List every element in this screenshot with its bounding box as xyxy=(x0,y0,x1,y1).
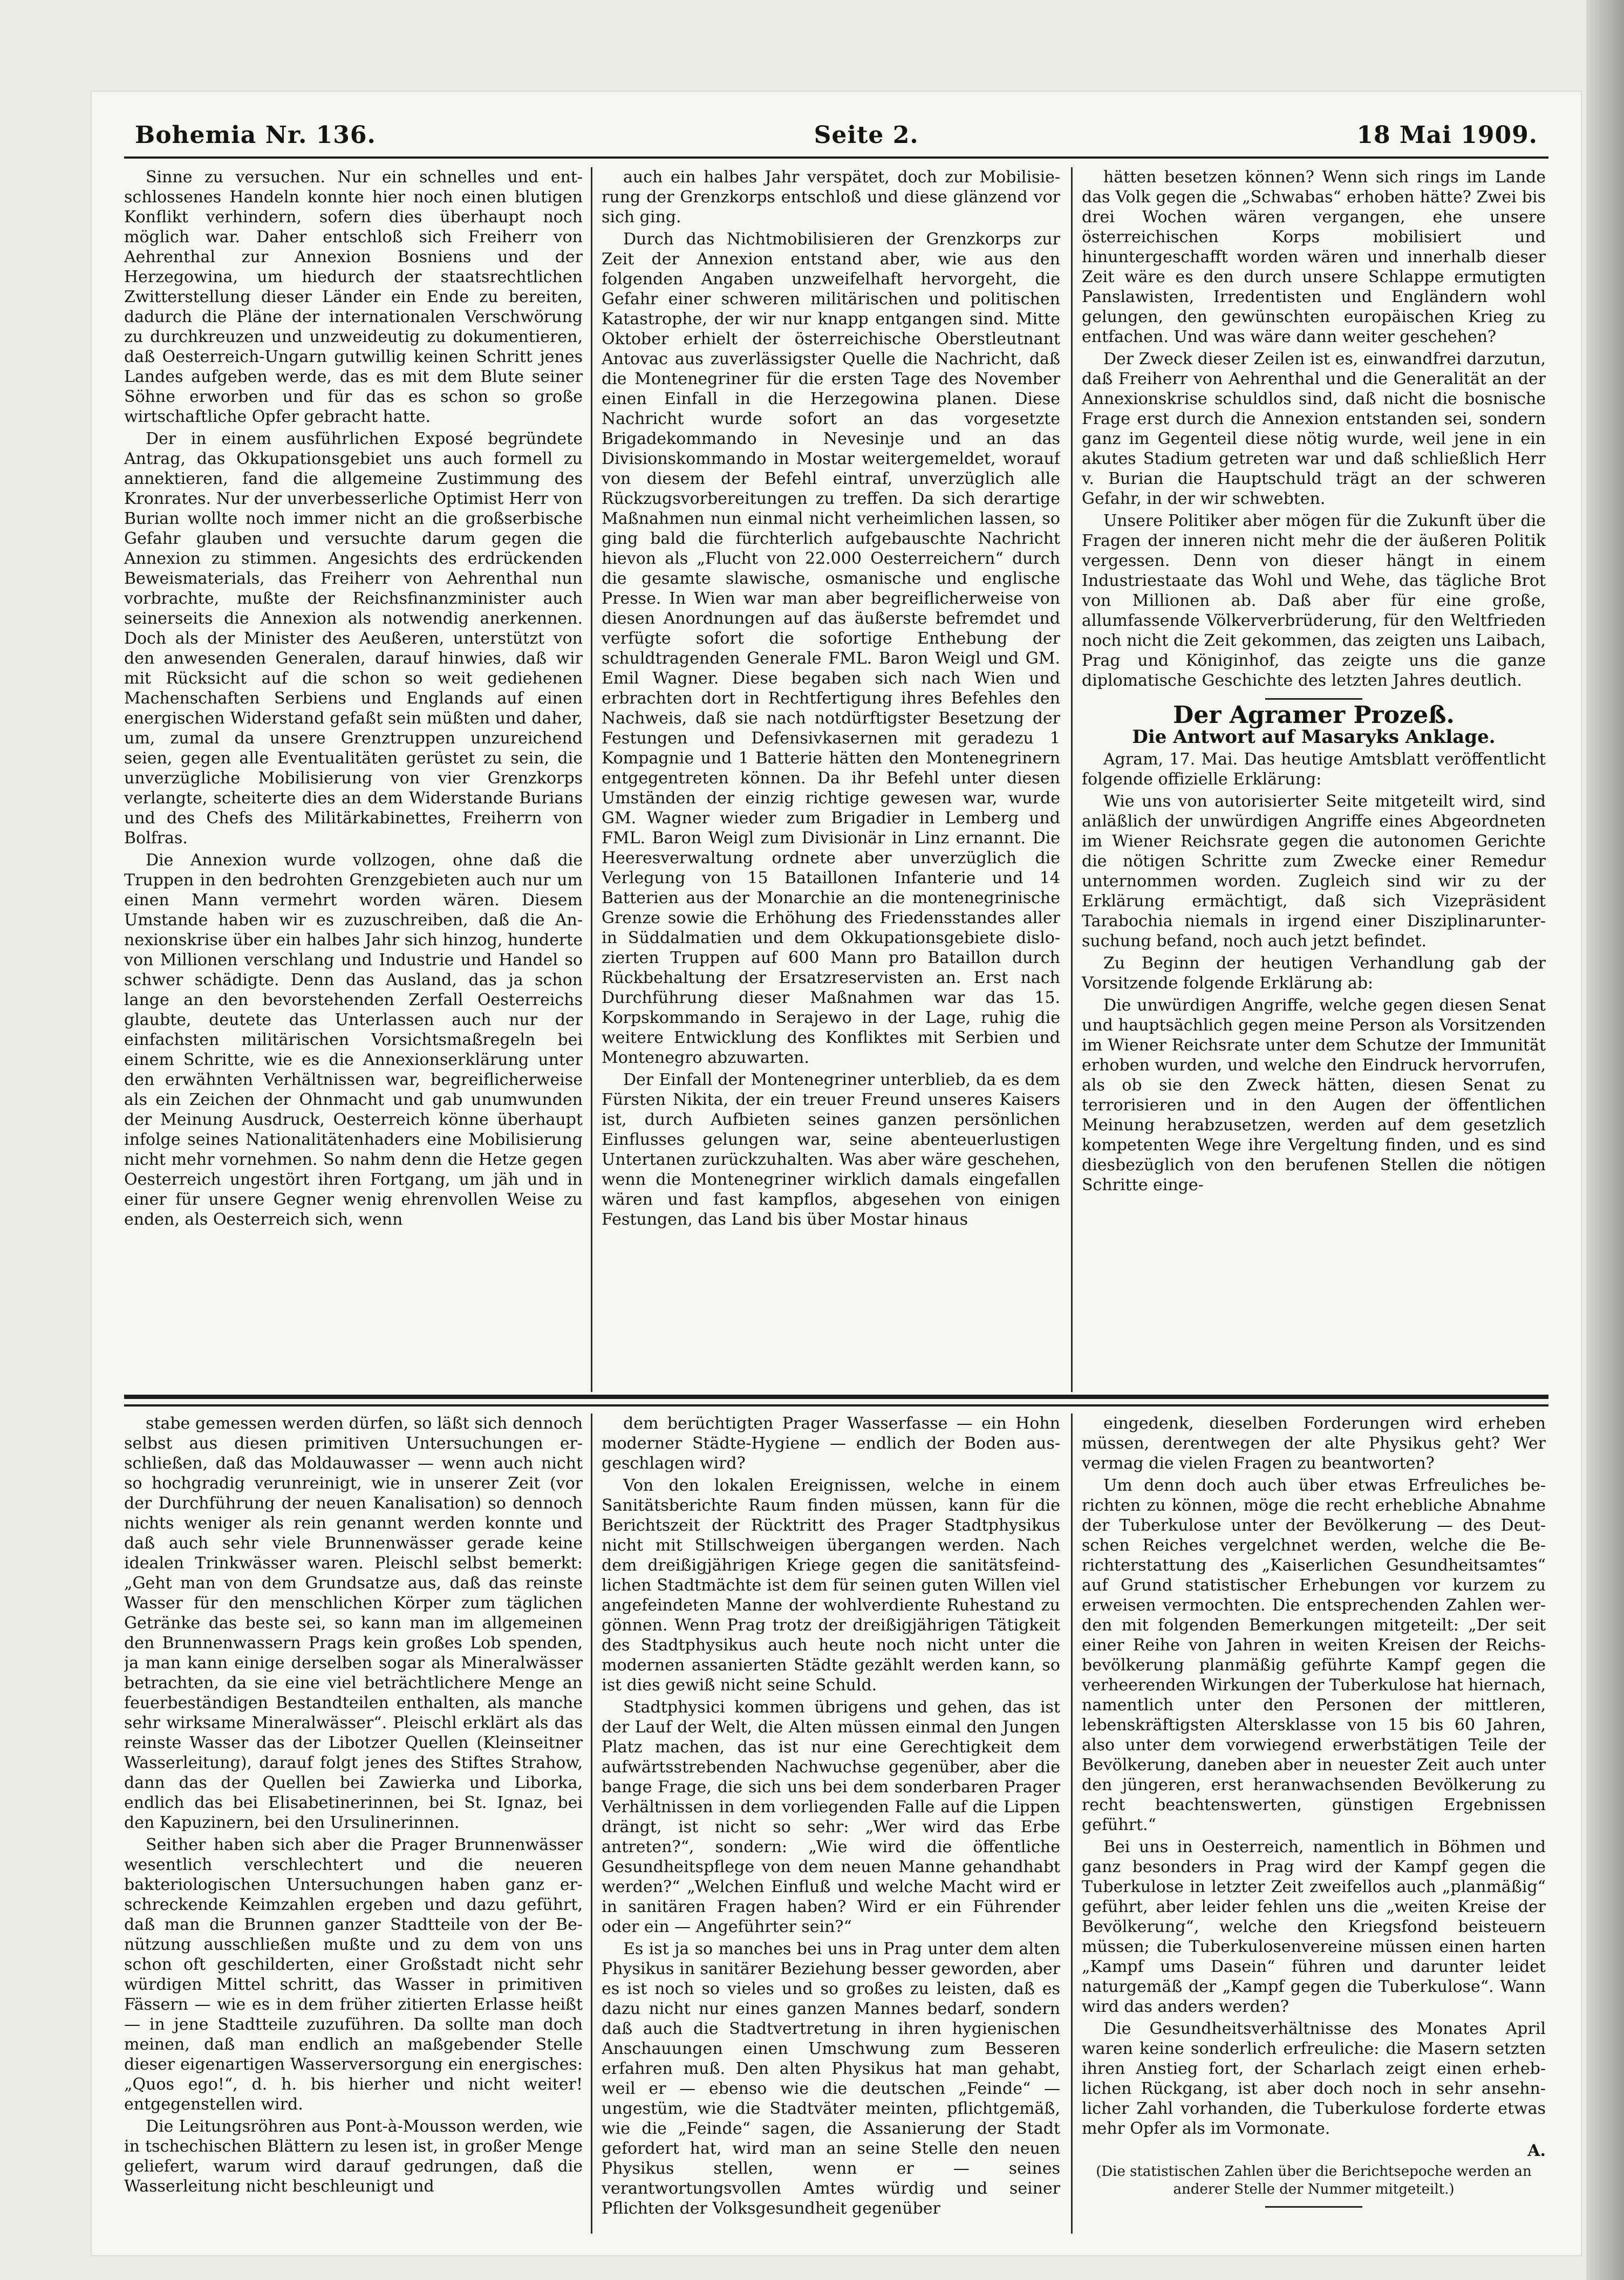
masthead-issue: Bohemia Nr. 136. xyxy=(135,121,376,149)
column-divider xyxy=(591,167,592,1392)
column-divider xyxy=(591,1414,592,2234)
column-divider xyxy=(1071,167,1073,1392)
article-subheadline: Die Antwort auf Masaryks Anklage. xyxy=(1132,726,1496,748)
paragraph: Durch das Nichtmobilisieren der Grenzkorps zur Zeit der Annexion entstand aber, wie aus den folgenden Angaben unzweifelhaft hervorgeht, die Gefahr einer schweren militärischen und politischen Katastrophe, der wir nur knapp entgangen sind. Mitte Oktober erhielt der österreichische Oberstleutnant Antovac aus zuverlässigster Quelle die Nachricht, daß die Montenegriner für die ersten Tage des November einen Einfall in die Herzegowina planen. Diese Nachricht wurde sofort an das vorgesetzte Brigadekommando in Nevesinje und an das Divisionskommando in Mostar weitergemeldet, worauf von diesem der Befehl eintraf, unverzüglich alle Rückzugsvorbereitungen zu treffen. Da sich derartige Maßnahmen nun einmal nicht verheimlichen lassen, so ging bald die fürchterlich aufgebauschte Nachricht hievon als „Flucht von 22.000 Oesterreichern“ durch die gesamte slawische, osmanische und englische Presse. In Wien war man aber begreiflicherweise von diesen Anordnungen auf das äußerste befremdet und verfügte sofort die sofortige Enthebung der schuldtragenden Generale FML. Baron Weigl und GM. Emil Wagner. Diese begaben sich nach Wien und erbrachten dort in Rechtfertigung ihres Befehles den Nachweis, daß sie nach notdürftigster Besetzung der Festungen und Defensivkasernen mit geradezu 1 Kompagnie und 1 Batterie hätten den Montenegrinern entgegentreten können. Da ihr Befehl unter diesen Umständen der einzig richtige gewesen war, wurde GM. Wagner wieder zum Brigadier in Lemberg und FML. Baron Weigl zum Divisionär in Linz ernannt. Die Heeresverwaltung ordnete aber unverzüglich die Verlegung von 15 Bataillonen Infanterie und 14 Batterien aus der Monarchie an die montenegrinische Grenze sowie die Erhöhung des Friedensstandes aller in Süddalmatien und dem Okkupationsgebiete dislozierten Truppen auf 600 Mann pro Bataillon durch Rückbehaltung der Ersatzreservisten an. Erst nach Durchführung dieser Maßnahmen war das 15. Korpskommando in Serajewo in der Lage, ruhig die weitere Entwicklung des Konfliktes mit Serbien und Montenegro abzuwarten. xyxy=(602,230,1060,1067)
paragraph: dem berüchtigten Prager Wasserfasse — ein Hohn moderner Städte-Hygiene — endlich der Boden ausgeschlagen wird? xyxy=(602,1414,1060,1473)
paragraph: Die Annexion wurde vollzogen, ohne daß die Truppen in den bedrohten Grenzgebieten auch nur um einen Mann vermehrt worden wären. Diesem Umstande haben wir es zuzuschreiben, daß die Annexionskrise über ein halbes Jahr sich hinzog, hunderte von Millionen verschlang und Industrie und Handel so schwer schädigte. Denn das Ausland, das ja schon lange an den bevorstehenden Zerfall Oesterreichs glaubte, deutete das Unterlassen auch nur der einfachsten militärischen Vorsichtsmaßregeln bei einem Schritte, wie es die Annexionserklärung unter den erwähnten Verhältnissen war, begreiflicherweise als ein Zeichen der Ohnmacht und gab unumwunden der Meinung Ausdruck, Oesterreich könne überhaupt infolge seines Nationalitätenhaders eine Mobilisierung nicht mehr vornehmen. So nahm denn die Hetze gegen Oesterreich ungestört ihren Fortgang, um jäh und in einer für unsere Gegner wenig ehrenvollen Weise zu enden, als Oesterreich sich, wenn xyxy=(124,851,583,1229)
feuilleton-separator xyxy=(124,1395,1548,1407)
editorial-note: (Die statistischen Zahlen über die Berichtsepoche werden an anderer Stelle der Nummer mitgeteilt.) xyxy=(1096,2163,1532,2197)
paragraph: Die Gesundheitsverhältnisse des Monates April waren keine sonderlich erfreuliche: die Masern setzten ihren Anstieg fort, der Scharlach zeigt einen erheblichen Rückgang, ist aber doch noch in sehr ansehnlicher Zahl vorhanden, die Tuberkulose forderte etwas mehr Opfer als im Vormonate. xyxy=(1082,2019,1546,2138)
paragraph: Unsere Politiker aber mögen für die Zukunft über die Fragen der inneren nicht mehr die der äußeren Politik vergessen. Denn von dieser hängt in einem Industriestaate das Wohl und Wehe, das tägliche Brot von Millionen ab. Daß aber für eine große, allumfassende Völkerverbrüderung, für den Weltfrieden noch nicht die Zeit gekommen, das zeigten uns Laibach, Prag und Königinhof, das zeigte uns die ganze diplomatische Geschichte des letzten Jahres deutlich. xyxy=(1082,511,1546,690)
paragraph: Es ist ja so manches bei uns in Prag unter dem alten Physikus in sanitärer Beziehung besser geworden, aber es ist noch so vieles und so großes zu leisten, daß es dazu nicht nur eines ganzen Mannes bedarf, sondern daß auch die Stadtvertretung in ihren hygienischen Anschauungen einen Umschwung zum Besseren erfahren muß. Den alten Physikus hat man gehabt, weil er — ebenso wie die deutschen „Feinde“ — ungestüm, wie die Stadtväter meinten, pflichtgemäß, wie die „Feinde“ sagen, die Assanierung der Stadt gefordert hat, wird man an seine Stelle den neuen Physikus stellen, wenn er — seines verantwortungsvollen Amtes würdig und seiner Pflichten der Volksgesundheit gegenüber xyxy=(602,1940,1060,2218)
paragraph: Um denn doch auch über etwas Erfreuliches berichten zu können, möge die recht erhebliche Abnahme der Tuberkulose unter der Bevölkerung — des Deutschen Reiches vergelchnet werden, welche die Berichterstattung des „Kaiserlichen Gesundheitsamtes“ auf Grund statistischer Erhebungen vor kurzem zu erweisen vermochten. Die entsprechenden Zahlen werden mit folgenden Bemerkungen mitgeteilt: „Der seit einer Reihe von Jahren in weiten Kreisen der Reichsbevölkerung planmäßig geführte Kampf gegen die verheerenden Wirkungen der Tuberkulose hat hiernach, namentlich unter den Personen der mittleren, lebenskräftigsten Altersklasse von 15 bis 60 Jahren, also unter dem vorwiegend erwerbstätigen Teile der Bevölkerung, daneben aber in neuester Zeit auch unter den jüngeren, erst heranwachsenden Bevölkerung zu recht beachtenswerten, günstigen Ergebnissen geführt.“ xyxy=(1082,1476,1546,1834)
binding-shadow xyxy=(1586,0,1624,2280)
paragraph: Zu Beginn der heutigen Verhandlung gab der Vorsitzende folgende Erklärung ab: xyxy=(1082,954,1546,993)
author-signature: A. xyxy=(1527,2141,1546,2160)
paragraph: stabe gemessen werden dürfen, so läßt sich dennoch selbst aus diesen primitiven Untersuchungen erschließen, daß das Moldauwasser — wenn auch nicht so hochgradig verunreinigt, wie in unserer Zeit (vor der Durchführung der neuen Kanalisation) so dennoch nichts weniger als rein genannt werden konnte und daß auch sehr viele Brunnenwässer gerade keine idealen Trinkwässer waren. Pleischl selbst bemerkt: „Geht man von dem Grundsatze aus, daß das reinste Wasser für den menschlichen Körper zum täglichen Getränke das beste sei, so kann man im allgemeinen den Brunnenwassern Prags kein großes Lob spenden, ja man kann einige derselben sogar als Mineralwässer betrachten, da sie eine viel beträchtlichere Menge an feuerbeständigen Bestandteilen enthalten, als manche sehr wirksame Mineralwässer“. Pleischl erklärt als das reinste Wasser das der Libotzer Quellen (Kleinseitner Wasserleitung), darauf folgt jenes des Stiftes Strahow, dann das der Quellen bei Zawierka und Liborka, endlich das bei Elisabetinerinnen, bei St. Ignaz, bei den Kapuzinern, bei den Ursulinerinnen. xyxy=(124,1414,583,1832)
article-headline: Der Agramer Prozeß. xyxy=(1173,701,1455,729)
newspaper-page xyxy=(92,92,1581,2255)
paragraph: eingedenk, dieselben Forderungen wird erheben müssen, derentwegen der alte Physikus geht? Wer vermag die vielen Fragen zu beantworten? xyxy=(1082,1414,1546,1473)
section-rule xyxy=(1265,698,1362,700)
paragraph: Sinne zu versuchen. Nur ein schnelles und entschlossenes Handeln konnte hier noch einen blutigen Konflikt verhindern, sofern dies überhaupt noch möglich war. Daher entschloß sich Freiherr von Aehrenthal zur Annexion Bosniens und der Herzegowina, um hiedurch der staatsrechtlichen Zwitterstellung dieser Länder ein Ende zu bereiten, dadurch die Pläne der internationalen Verschwörung zu durchkreuzen und unzweideutig zu dokumentieren, daß Oesterreich-Ungarn gutwillig keinen Schritt jenes Landes aufgeben werde, das es mit dem Blute seiner Söhne erworben und für das es schon so große wirtschaftliche Opfer gebracht hatte. xyxy=(124,168,583,426)
paragraph: Wie uns von autorisierter Seite mitgeteilt wird, sind anläßlich der unwürdigen Angriffe eines Abgeordneten im Wiener Reichsrate gegen die autonomen Gerichte die nötigen Schritte zum Zwecke einer Remedur unternommen worden. Zugleich sind wir zu der Erklärung ermächtigt, daß sich Vizepräsident Tarabochia niemals in irgend einer Disziplinaruntersuchung befand, noch auch jetzt befindet. xyxy=(1082,792,1546,951)
lower-column-2 xyxy=(602,1414,1060,2234)
upper-column-3 xyxy=(1082,167,1546,1392)
page-header xyxy=(135,113,1538,156)
paragraph: Der Zweck dieser Zeilen ist es, einwandfrei darzutun, daß Freiherr von Aehrenthal und die Generalität an der Annexionskrise schuldlos sind, daß nicht die bosnische Frage erst durch die Annexion entstanden sei, sondern ganz im Gegenteil diese nötig wurde, weil jene in ein akutes Stadium getreten war und daß schließlich Herr v. Burian die Hauptschuld trägt an der schweren Gefahr, in der wir schwebten. xyxy=(1082,350,1546,508)
closing-rule xyxy=(1265,2206,1362,2208)
paragraph: Seither haben sich aber die Prager Brunnenwässer wesentlich verschlechtert und die neueren bakteriologischen Untersuchungen haben ganz erschreckende Keimzahlen ergeben und dazu geführt, daß man die Brunnen ganzer Stadtteile von der Benützung ausschließen mußte und zu dem von uns schon oft geschilderten, einer Großstadt nicht sehr würdigen Mittel schritt, das Wasser in primitiven Fässern — wie es in dem früher zitierten Erlasse heißt — in jene Stadtteile zuzuführen. Da sollte man doch meinen, daß man endlich an maßgebender Stelle dieser eigenartigen Wasserversorgung ein energisches: „Quos ego!“, d. h. bis hierher und nicht weiter! entgegenstellen wird. xyxy=(124,1835,583,2114)
paragraph: Agram, 17. Mai. Das heutige Amtsblatt veröffentlicht folgende offizielle Erklärung: xyxy=(1082,750,1546,789)
issue-date: 18 Mai 1909. xyxy=(1356,121,1538,149)
upper-column-1 xyxy=(124,167,583,1392)
paragraph: Stadtphysici kommen übrigens und gehen, das ist der Lauf der Welt, die Alten müssen einmal den Jungen Platz machen, das ist nur eine Gerechtigkeit dem aufwärtsstrebenden Nachwuchse gegenüber, aber die bange Frage, die sich uns bei dem sonderbaren Prager Verhältnissen in dem vorliegenden Falle auf die Lippen drängt, ist nicht so sehr: „Wer wird das Erbe antreten?“, sondern: „Wie wird die öffentliche Gesundheitspflege von dem neuen Manne gehandhabt werden?“ „Welchen Einfluß und welche Macht wird er in sanitären Fragen haben? Wird er ein Führender oder ein — Angeführter sein?“ xyxy=(602,1698,1060,1936)
paragraph: Von den lokalen Ereignissen, welche in einem Sanitätsberichte Raum finden müssen, kann für die Berichtszeit der Rücktritt des Prager Stadtphysikus nicht mit Stillschweigen übergangen werden. Nach dem dreißigjährigen Kriege gegen die sanitätsfeindlichen Stadtmächte ist dem für seinen guten Willen viel angefeindeten Manne der wohlverdiente Ruhestand zu gönnen. Wenn Prag trotz der dreißigjährigen Tätigkeit des Stadtphysikus auch heute noch nicht unter die modernen assanierten Städte gezählt werden kann, so ist dies gewiß nicht seine Schuld. xyxy=(602,1476,1060,1695)
upper-column-2 xyxy=(602,167,1060,1392)
header-rule xyxy=(124,156,1548,159)
column-divider xyxy=(1071,1414,1073,2234)
paragraph: Die Leitungsröhren aus Pont-à-Mousson werden, wie in tschechischen Blättern zu lesen ist, in großer Menge geliefert, warum wird darauf gedrungen, daß die Wasserleitung nicht beschleunigt und xyxy=(124,2117,583,2196)
paragraph: auch ein halbes Jahr verspätet, doch zur Mobilisierung der Grenzkorps entschloß und diese glänzend vor sich ging. xyxy=(602,168,1060,227)
page-number: Seite 2. xyxy=(814,121,919,149)
paragraph: hätten besetzen können? Wenn sich rings im Lande das Volk gegen die „Schwabas“ erhoben hätte? Zwei bis drei Wochen wären vergangen, ehe unsere österreichischen Korps mobilisiert und hinuntergeschafft worden wären und innerhalb dieser Zeit wäre es den durch unsere Schlappe ermutigten Panslawisten, Irredentisten und Engländern wohl gelungen, den gewünschten europäischen Krieg zu entfachen. Und was wäre dann weiter geschehen? xyxy=(1082,168,1546,346)
paragraph: Die unwürdigen Angriffe, welche gegen diesen Senat und hauptsächlich gegen meine Person als Vorsitzenden im Wiener Reichsrate unter dem Schutze der Immunität erhoben wurden, und welche den Eindruck hervorrufen, als ob sie den Zweck hätten, diesen Senat zu terrorisieren und in den Augen der öffentlichen Meinung herabzusetzen, werden auf dem gesetzlich kompetenten Wege ihre Vergeltung finden, und es sind diesbezüglich von den berufenen Stellen die nötigen Schritte einge- xyxy=(1082,996,1546,1194)
paragraph: Der in einem ausführlichen Exposé begründete Antrag, das Okkupationsgebiet uns auch formell zu annektieren, fand die allgemeine Zustimmung des Kronrates. Nur der unverbesserliche Optimist Herr von Burian wollte noch immer nicht an die großserbische Gefahr glauben und versuchte darum gegen die Annexion zu stimmen. Angesichts des erdrückenden Beweismaterials, das Freiherr von Aehrenthal nun vorbrachte, mußte der Reichsfinanzminister auch seinerseits die Annexion als notwendig anerkennen. Doch als der Minister des Aeußeren, unterstützt von den anwesenden Generalen, darauf hinwies, daß wir mit Rücksicht auf die schon so weit gediehenen Machenschaften Serbiens und Englands auf einen energischen Widerstand gefaßt sein müßten und daher, um, zumal da unsere Grenztruppen unzureichend seien, gegen alle Eventualitäten gerüstet zu sein, die unverzügliche Mobilisierung von vier Grenzkorps verlangte, scheiterte dies an dem Widerstande Burians und des Chefs des Militärkabinettes, Freiherrn von Bolfras. xyxy=(124,429,583,848)
lower-column-3 xyxy=(1082,1414,1546,2234)
paragraph: Bei uns in Oesterreich, namentlich in Böhmen und ganz besonders in Prag wird der Kampf gegen die Tuberkulose in letzter Zeit zweifellos auch „planmäßig“ geführt, aber leider fehlen uns die „weiten Kreise der Bevölkerung“, welche den Kriegsfond beisteuern müssen; die Tuberkulosenvereine müssen einen harten „Kampf ums Dasein“ führen und darunter leidet naturgemäß der „Kampf gegen die Tuberkulose“. Wann wird das anders werden? xyxy=(1082,1838,1546,2016)
paragraph: Der Einfall der Montenegriner unterblieb, da es dem Fürsten Nikita, der ein treuer Freund unseres Kaisers ist, durch Aufbieten seines ganzen persönlichen Einflusses gelungen war, seine abenteuerlustigen Untertanen zurückzuhalten. Was aber wäre geschehen, wenn die Montenegriner wirklich damals eingefallen wären und fast kampflos, abgesehen von einigen Festungen, das Land bis über Mostar hinaus xyxy=(602,1070,1060,1229)
lower-column-1 xyxy=(124,1414,583,2234)
